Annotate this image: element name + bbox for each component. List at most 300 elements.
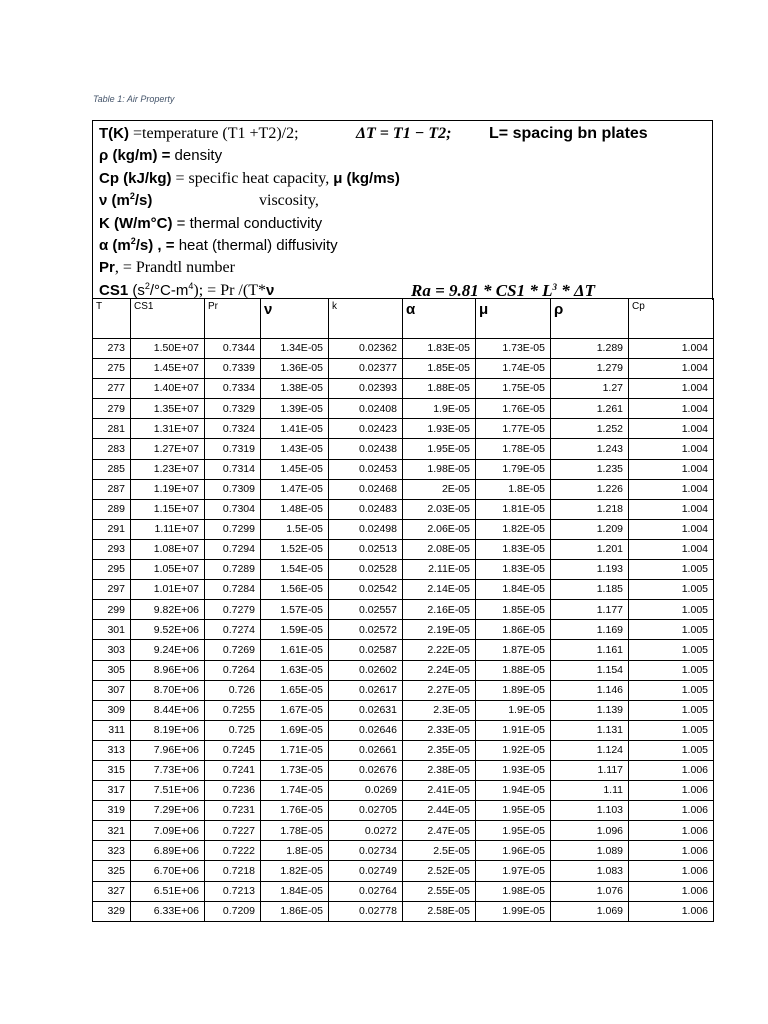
cell-cp: 1.004 bbox=[629, 459, 714, 479]
cell-cs1: 9.82E+06 bbox=[131, 600, 205, 620]
cell-nu: 1.78E-05 bbox=[261, 821, 329, 841]
legend-line-conductivity bbox=[99, 213, 712, 235]
legend-line-density bbox=[99, 145, 712, 167]
table-row bbox=[93, 519, 714, 539]
cell-pr: 0.7309 bbox=[205, 479, 261, 499]
cell-rho: 1.201 bbox=[551, 539, 629, 559]
cell-t: 309 bbox=[93, 700, 131, 720]
cell-k: 0.0269 bbox=[329, 781, 403, 801]
cell-cs1: 6.70E+06 bbox=[131, 861, 205, 881]
cell-nu: 1.34E-05 bbox=[261, 339, 329, 359]
cell-t: 301 bbox=[93, 620, 131, 640]
cell-mu: 1.8E-05 bbox=[476, 479, 551, 499]
cell-nu: 1.71E-05 bbox=[261, 740, 329, 760]
cell-nu: 1.43E-05 bbox=[261, 439, 329, 459]
cell-rho: 1.261 bbox=[551, 399, 629, 419]
table-row bbox=[93, 499, 714, 519]
table-row bbox=[93, 600, 714, 620]
cell-cs1: 7.29E+06 bbox=[131, 801, 205, 821]
table-row bbox=[93, 760, 714, 780]
table-row bbox=[93, 539, 714, 559]
cell-mu: 1.92E-05 bbox=[476, 740, 551, 760]
cell-cs1: 1.50E+07 bbox=[131, 339, 205, 359]
cell-pr: 0.7329 bbox=[205, 399, 261, 419]
cell-t: 329 bbox=[93, 901, 131, 921]
table-row bbox=[93, 479, 714, 499]
cell-mu: 1.73E-05 bbox=[476, 339, 551, 359]
cell-alpha: 2.27E-05 bbox=[403, 680, 476, 700]
cell-nu: 1.76E-05 bbox=[261, 801, 329, 821]
cell-t: 327 bbox=[93, 881, 131, 901]
cell-cp: 1.004 bbox=[629, 539, 714, 559]
cell-alpha: 2.22E-05 bbox=[403, 640, 476, 660]
cell-pr: 0.7299 bbox=[205, 519, 261, 539]
cell-pr: 0.7245 bbox=[205, 740, 261, 760]
cell-cs1: 8.44E+06 bbox=[131, 700, 205, 720]
cell-nu: 1.52E-05 bbox=[261, 539, 329, 559]
cell-nu: 1.65E-05 bbox=[261, 680, 329, 700]
cell-rho: 1.289 bbox=[551, 339, 629, 359]
cell-pr: 0.7339 bbox=[205, 359, 261, 379]
cell-alpha: 2.3E-05 bbox=[403, 700, 476, 720]
cell-cs1: 1.23E+07 bbox=[131, 459, 205, 479]
cell-nu: 1.38E-05 bbox=[261, 379, 329, 399]
cell-mu: 1.83E-05 bbox=[476, 560, 551, 580]
cell-pr: 0.725 bbox=[205, 720, 261, 740]
cell-cp: 1.004 bbox=[629, 479, 714, 499]
cell-pr: 0.7264 bbox=[205, 660, 261, 680]
cell-t: 297 bbox=[93, 580, 131, 600]
legend-definition: density bbox=[170, 147, 223, 165]
cell-pr: 0.7274 bbox=[205, 620, 261, 640]
table-row bbox=[93, 781, 714, 801]
cell-pr: 0.7319 bbox=[205, 439, 261, 459]
legend-term: T(K) bbox=[99, 125, 129, 142]
cell-k: 0.02661 bbox=[329, 740, 403, 760]
cell-rho: 1.096 bbox=[551, 821, 629, 841]
legend-term: α $(m^2/s)$ , = bbox=[99, 235, 175, 254]
header-cs1: CS1 bbox=[131, 299, 205, 339]
air-property-table bbox=[92, 298, 714, 922]
legend-term: Cp (kJ/kg) bbox=[99, 169, 172, 187]
cell-cs1: 9.52E+06 bbox=[131, 620, 205, 640]
cell-k: 0.02438 bbox=[329, 439, 403, 459]
cell-cp: 1.005 bbox=[629, 720, 714, 740]
cell-t: 299 bbox=[93, 600, 131, 620]
cell-cp: 1.006 bbox=[629, 841, 714, 861]
cell-mu: 1.81E-05 bbox=[476, 499, 551, 519]
cell-alpha: 2.35E-05 bbox=[403, 740, 476, 760]
cell-nu: 1.56E-05 bbox=[261, 580, 329, 600]
cell-nu: 1.74E-05 bbox=[261, 781, 329, 801]
cell-alpha: 2.06E-05 bbox=[403, 519, 476, 539]
cell-k: 0.02764 bbox=[329, 881, 403, 901]
table-row bbox=[93, 379, 714, 399]
cell-nu: 1.57E-05 bbox=[261, 600, 329, 620]
cell-k: 0.02423 bbox=[329, 419, 403, 439]
cell-alpha: 1.9E-05 bbox=[403, 399, 476, 419]
cell-cs1: 1.27E+07 bbox=[131, 439, 205, 459]
cell-mu: 1.87E-05 bbox=[476, 640, 551, 660]
cell-k: 0.02468 bbox=[329, 479, 403, 499]
cell-alpha: 2.11E-05 bbox=[403, 560, 476, 580]
cell-k: 0.02646 bbox=[329, 720, 403, 740]
cell-cs1: 7.96E+06 bbox=[131, 740, 205, 760]
legend-box bbox=[92, 120, 713, 300]
cell-pr: 0.7227 bbox=[205, 821, 261, 841]
cell-k: 0.02498 bbox=[329, 519, 403, 539]
cell-cp: 1.006 bbox=[629, 801, 714, 821]
table-row bbox=[93, 821, 714, 841]
cell-nu: 1.45E-05 bbox=[261, 459, 329, 479]
legend-definition: viscosity, bbox=[259, 192, 319, 210]
cell-pr: 0.7231 bbox=[205, 801, 261, 821]
cell-alpha: 1.83E-05 bbox=[403, 339, 476, 359]
cell-rho: 1.209 bbox=[551, 519, 629, 539]
cell-cs1: 1.19E+07 bbox=[131, 479, 205, 499]
cell-cs1: 6.51E+06 bbox=[131, 881, 205, 901]
cell-cs1: 1.15E+07 bbox=[131, 499, 205, 519]
cell-alpha: 2.44E-05 bbox=[403, 801, 476, 821]
cell-nu: 1.39E-05 bbox=[261, 399, 329, 419]
cell-rho: 1.131 bbox=[551, 720, 629, 740]
cell-pr: 0.7222 bbox=[205, 841, 261, 861]
table-caption: Table 1: Air Property bbox=[93, 94, 175, 104]
legend-term: CS1 bbox=[99, 281, 129, 299]
cell-mu: 1.98E-05 bbox=[476, 881, 551, 901]
cell-cp: 1.004 bbox=[629, 439, 714, 459]
cell-rho: 1.076 bbox=[551, 881, 629, 901]
cell-cp: 1.004 bbox=[629, 339, 714, 359]
cell-mu: 1.89E-05 bbox=[476, 680, 551, 700]
cell-nu: 1.63E-05 bbox=[261, 660, 329, 680]
header-t: T bbox=[93, 299, 131, 339]
cell-cp: 1.005 bbox=[629, 620, 714, 640]
legend-line-temperature bbox=[99, 123, 712, 145]
cell-cp: 1.006 bbox=[629, 881, 714, 901]
cell-alpha: 2.33E-05 bbox=[403, 720, 476, 740]
cell-t: 291 bbox=[93, 519, 131, 539]
cell-cs1: 1.45E+07 bbox=[131, 359, 205, 379]
cell-alpha: 2.08E-05 bbox=[403, 539, 476, 559]
cell-cs1: 8.96E+06 bbox=[131, 660, 205, 680]
cell-mu: 1.75E-05 bbox=[476, 379, 551, 399]
legend-line-prandtl bbox=[99, 257, 712, 279]
cell-t: 285 bbox=[93, 459, 131, 479]
cell-k: 0.02542 bbox=[329, 580, 403, 600]
legend-spacing-term: L= spacing bn plates bbox=[489, 125, 648, 142]
cell-mu: 1.82E-05 bbox=[476, 519, 551, 539]
table-row bbox=[93, 841, 714, 861]
cell-k: 0.02631 bbox=[329, 700, 403, 720]
cell-cs1: 1.35E+07 bbox=[131, 399, 205, 419]
cell-rho: 1.169 bbox=[551, 620, 629, 640]
cell-pr: 0.7213 bbox=[205, 881, 261, 901]
cell-k: 0.02778 bbox=[329, 901, 403, 921]
cell-cp: 1.005 bbox=[629, 560, 714, 580]
cell-mu: 1.77E-05 bbox=[476, 419, 551, 439]
table-row bbox=[93, 660, 714, 680]
table-row bbox=[93, 901, 714, 921]
cell-rho: 1.117 bbox=[551, 760, 629, 780]
cell-nu: 1.47E-05 bbox=[261, 479, 329, 499]
legend-definition: = specific heat capacity, bbox=[171, 169, 334, 187]
cell-cs1: 6.89E+06 bbox=[131, 841, 205, 861]
cell-nu: 1.84E-05 bbox=[261, 881, 329, 901]
cell-nu: 1.61E-05 bbox=[261, 640, 329, 660]
cell-k: 0.02749 bbox=[329, 861, 403, 881]
header-k: k bbox=[329, 299, 403, 339]
cell-rho: 1.124 bbox=[551, 740, 629, 760]
cell-t: 313 bbox=[93, 740, 131, 760]
cell-nu: 1.69E-05 bbox=[261, 720, 329, 740]
cell-cs1: 7.73E+06 bbox=[131, 760, 205, 780]
cell-t: 273 bbox=[93, 339, 131, 359]
cell-t: 315 bbox=[93, 760, 131, 780]
cell-cp: 1.006 bbox=[629, 861, 714, 881]
cell-mu: 1.88E-05 bbox=[476, 660, 551, 680]
cell-alpha: 1.85E-05 bbox=[403, 359, 476, 379]
cell-t: 321 bbox=[93, 821, 131, 841]
cell-t: 287 bbox=[93, 479, 131, 499]
cell-mu: 1.74E-05 bbox=[476, 359, 551, 379]
header-mu: μ bbox=[476, 299, 551, 339]
cell-cp: 1.004 bbox=[629, 359, 714, 379]
cell-t: 281 bbox=[93, 419, 131, 439]
cell-mu: 1.94E-05 bbox=[476, 781, 551, 801]
cell-rho: 1.154 bbox=[551, 660, 629, 680]
cell-rho: 1.243 bbox=[551, 439, 629, 459]
cell-pr: 0.7279 bbox=[205, 600, 261, 620]
cell-t: 295 bbox=[93, 560, 131, 580]
cell-alpha: 1.95E-05 bbox=[403, 439, 476, 459]
header-alpha: α bbox=[403, 299, 476, 339]
cell-cs1: 8.70E+06 bbox=[131, 680, 205, 700]
cell-nu: 1.59E-05 bbox=[261, 620, 329, 640]
cell-pr: 0.7314 bbox=[205, 459, 261, 479]
cell-pr: 0.726 bbox=[205, 680, 261, 700]
cell-mu: 1.76E-05 bbox=[476, 399, 551, 419]
table-row bbox=[93, 740, 714, 760]
cell-alpha: 1.88E-05 bbox=[403, 379, 476, 399]
legend-definition: = thermal conductivity bbox=[172, 214, 323, 232]
cell-mu: 1.96E-05 bbox=[476, 841, 551, 861]
cell-cp: 1.005 bbox=[629, 600, 714, 620]
cell-pr: 0.7255 bbox=[205, 700, 261, 720]
cell-alpha: 2.16E-05 bbox=[403, 600, 476, 620]
cell-t: 307 bbox=[93, 680, 131, 700]
legend-term: ρ (kg/m) = bbox=[99, 147, 171, 165]
cell-nu: 1.67E-05 bbox=[261, 700, 329, 720]
cell-t: 279 bbox=[93, 399, 131, 419]
cell-cs1: 1.31E+07 bbox=[131, 419, 205, 439]
cell-cp: 1.004 bbox=[629, 379, 714, 399]
cell-k: 0.0272 bbox=[329, 821, 403, 841]
cell-k: 0.02483 bbox=[329, 499, 403, 519]
cell-cs1: 1.08E+07 bbox=[131, 539, 205, 559]
cell-rho: 1.27 bbox=[551, 379, 629, 399]
cell-k: 0.02528 bbox=[329, 560, 403, 580]
cell-mu: 1.91E-05 bbox=[476, 720, 551, 740]
cell-nu: 1.8E-05 bbox=[261, 841, 329, 861]
cell-cp: 1.005 bbox=[629, 740, 714, 760]
cell-pr: 0.7334 bbox=[205, 379, 261, 399]
cell-cs1: 1.05E+07 bbox=[131, 560, 205, 580]
cell-k: 0.02362 bbox=[329, 339, 403, 359]
cell-cs1: 1.40E+07 bbox=[131, 379, 205, 399]
cell-rho: 1.103 bbox=[551, 801, 629, 821]
cell-mu: 1.83E-05 bbox=[476, 539, 551, 559]
cell-pr: 0.7344 bbox=[205, 339, 261, 359]
cell-rho: 1.089 bbox=[551, 841, 629, 861]
table-row bbox=[93, 439, 714, 459]
cell-cs1: 7.09E+06 bbox=[131, 821, 205, 841]
legend-term: μ (kg/ms) bbox=[333, 169, 400, 187]
cell-k: 0.02705 bbox=[329, 801, 403, 821]
cell-t: 325 bbox=[93, 861, 131, 881]
cell-pr: 0.7218 bbox=[205, 861, 261, 881]
cell-k: 0.02453 bbox=[329, 459, 403, 479]
cell-alpha: 2.38E-05 bbox=[403, 760, 476, 780]
legend-term: K (W/m°C) bbox=[99, 214, 173, 232]
header-nu: ν bbox=[261, 299, 329, 339]
cell-cs1: 1.11E+07 bbox=[131, 519, 205, 539]
cell-k: 0.02734 bbox=[329, 841, 403, 861]
cell-cs1: 8.19E+06 bbox=[131, 720, 205, 740]
cell-alpha: 2.03E-05 bbox=[403, 499, 476, 519]
cell-k: 0.02617 bbox=[329, 680, 403, 700]
table-row bbox=[93, 700, 714, 720]
cell-alpha: 2.47E-05 bbox=[403, 821, 476, 841]
cell-nu: 1.86E-05 bbox=[261, 901, 329, 921]
cell-pr: 0.7284 bbox=[205, 580, 261, 600]
cell-mu: 1.78E-05 bbox=[476, 439, 551, 459]
cell-cp: 1.005 bbox=[629, 640, 714, 660]
cell-rho: 1.069 bbox=[551, 901, 629, 921]
cell-rho: 1.218 bbox=[551, 499, 629, 519]
cell-t: 293 bbox=[93, 539, 131, 559]
cell-t: 323 bbox=[93, 841, 131, 861]
header-rho: ρ bbox=[551, 299, 629, 339]
cell-nu: 1.48E-05 bbox=[261, 499, 329, 519]
cell-pr: 0.7269 bbox=[205, 640, 261, 660]
cell-cp: 1.004 bbox=[629, 399, 714, 419]
cell-nu: 1.36E-05 bbox=[261, 359, 329, 379]
legend-definition: , = Prandtl number bbox=[114, 259, 235, 277]
table-row bbox=[93, 560, 714, 580]
legend-rayleigh-formula: $Ra = 9.81 * CS1 * L^3 * \Delta T$ bbox=[411, 280, 596, 300]
legend-definition: =temperature (T1 +T2)/2; bbox=[129, 125, 299, 142]
cell-rho: 1.161 bbox=[551, 640, 629, 660]
cell-pr: 0.7236 bbox=[205, 781, 261, 801]
cell-alpha: 1.98E-05 bbox=[403, 459, 476, 479]
cell-nu: 1.5E-05 bbox=[261, 519, 329, 539]
header-cp: Cp bbox=[629, 299, 714, 339]
cell-alpha: 2.52E-05 bbox=[403, 861, 476, 881]
cell-t: 303 bbox=[93, 640, 131, 660]
cell-cp: 1.004 bbox=[629, 499, 714, 519]
cell-cs1: 7.51E+06 bbox=[131, 781, 205, 801]
cell-t: 289 bbox=[93, 499, 131, 519]
legend-definition: $(s^2/^\circ C-m^4)$; = Pr /(T*ν bbox=[128, 280, 275, 299]
table-header-row bbox=[93, 299, 714, 339]
cell-alpha: 2.14E-05 bbox=[403, 580, 476, 600]
cell-k: 0.02587 bbox=[329, 640, 403, 660]
cell-k: 0.02408 bbox=[329, 399, 403, 419]
header-pr: Pr bbox=[205, 299, 261, 339]
cell-cp: 1.005 bbox=[629, 700, 714, 720]
cell-cp: 1.006 bbox=[629, 901, 714, 921]
cell-rho: 1.252 bbox=[551, 419, 629, 439]
cell-rho: 1.279 bbox=[551, 359, 629, 379]
cell-rho: 1.185 bbox=[551, 580, 629, 600]
table-row bbox=[93, 339, 714, 359]
cell-mu: 1.93E-05 bbox=[476, 760, 551, 780]
cell-cp: 1.006 bbox=[629, 821, 714, 841]
cell-nu: 1.73E-05 bbox=[261, 760, 329, 780]
cell-alpha: 2.58E-05 bbox=[403, 901, 476, 921]
cell-pr: 0.7324 bbox=[205, 419, 261, 439]
cell-t: 275 bbox=[93, 359, 131, 379]
cell-mu: 1.86E-05 bbox=[476, 620, 551, 640]
cell-nu: 1.82E-05 bbox=[261, 861, 329, 881]
cell-cp: 1.004 bbox=[629, 519, 714, 539]
cell-cs1: 1.01E+07 bbox=[131, 580, 205, 600]
cell-cs1: 6.33E+06 bbox=[131, 901, 205, 921]
table-row bbox=[93, 419, 714, 439]
legend-definition: heat (thermal) diffusivity bbox=[174, 236, 338, 254]
cell-mu: 1.85E-05 bbox=[476, 600, 551, 620]
table-row bbox=[93, 580, 714, 600]
cell-t: 311 bbox=[93, 720, 131, 740]
cell-rho: 1.235 bbox=[551, 459, 629, 479]
cell-t: 305 bbox=[93, 660, 131, 680]
table-row bbox=[93, 399, 714, 419]
cell-mu: 1.99E-05 bbox=[476, 901, 551, 921]
cell-alpha: 2.19E-05 bbox=[403, 620, 476, 640]
cell-cp: 1.005 bbox=[629, 580, 714, 600]
cell-pr: 0.7304 bbox=[205, 499, 261, 519]
cell-alpha: 1.93E-05 bbox=[403, 419, 476, 439]
table-row bbox=[93, 620, 714, 640]
table-row bbox=[93, 640, 714, 660]
table-row bbox=[93, 720, 714, 740]
table-row bbox=[93, 801, 714, 821]
cell-mu: 1.95E-05 bbox=[476, 821, 551, 841]
table-row bbox=[93, 459, 714, 479]
cell-k: 0.02393 bbox=[329, 379, 403, 399]
cell-rho: 1.193 bbox=[551, 560, 629, 580]
cell-t: 319 bbox=[93, 801, 131, 821]
cell-mu: 1.95E-05 bbox=[476, 801, 551, 821]
cell-nu: 1.54E-05 bbox=[261, 560, 329, 580]
cell-pr: 0.7241 bbox=[205, 760, 261, 780]
cell-rho: 1.226 bbox=[551, 479, 629, 499]
cell-rho: 1.083 bbox=[551, 861, 629, 881]
cell-pr: 0.7209 bbox=[205, 901, 261, 921]
table-body bbox=[93, 339, 714, 922]
cell-k: 0.02676 bbox=[329, 760, 403, 780]
cell-k: 0.02602 bbox=[329, 660, 403, 680]
table-row bbox=[93, 881, 714, 901]
cell-cp: 1.004 bbox=[629, 419, 714, 439]
cell-pr: 0.7289 bbox=[205, 560, 261, 580]
legend-term: Pr bbox=[99, 259, 115, 277]
cell-nu: 1.41E-05 bbox=[261, 419, 329, 439]
cell-t: 283 bbox=[93, 439, 131, 459]
legend-term: ν $(m^2/s)$ bbox=[99, 191, 153, 210]
legend-line-viscosity bbox=[99, 190, 712, 212]
